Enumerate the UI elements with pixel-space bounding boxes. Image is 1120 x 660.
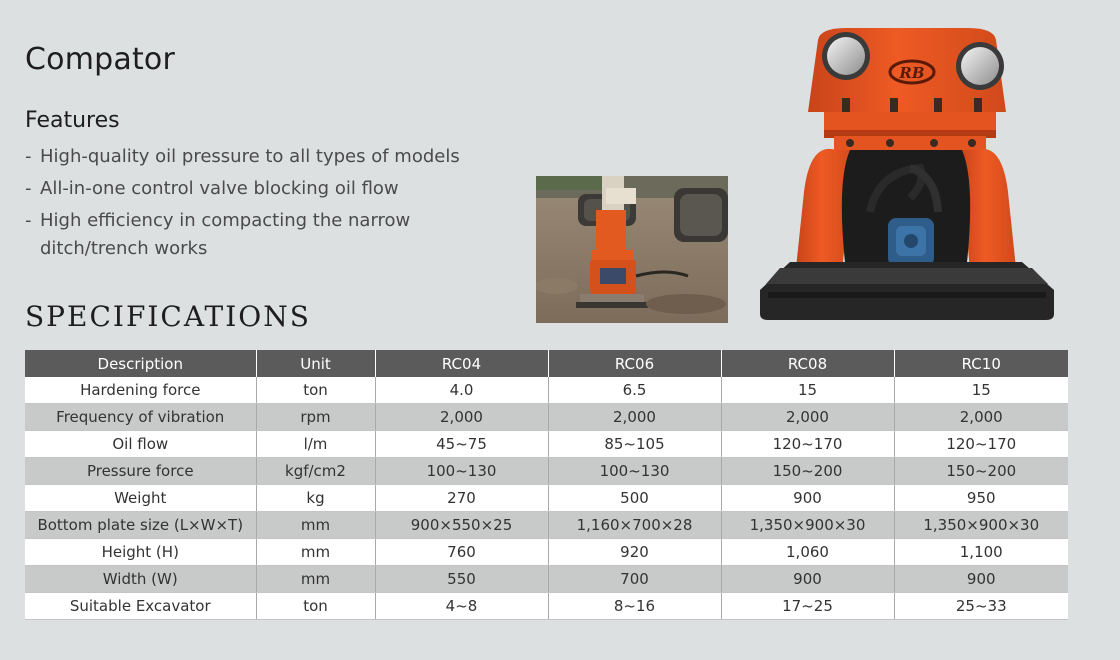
- table-row: [25, 458, 1068, 485]
- table-cell: 900: [894, 566, 1068, 593]
- table-cell: mm: [256, 566, 375, 593]
- features-heading: Features: [25, 108, 120, 133]
- table-cell: 1,060: [721, 539, 894, 566]
- table-cell: Suitable Excavator: [25, 593, 256, 620]
- table-cell: kg: [256, 485, 375, 512]
- table-cell: Frequency of vibration: [25, 404, 256, 431]
- table-cell: 900: [721, 566, 894, 593]
- table-cell: 120~170: [894, 431, 1068, 458]
- table-cell: 15: [721, 377, 894, 404]
- table-cell: Height (H): [25, 539, 256, 566]
- table-cell: 2,000: [894, 404, 1068, 431]
- table-cell: 900×550×25: [375, 512, 548, 539]
- compactor-product-image: [750, 22, 1062, 324]
- table-cell: 150~200: [721, 458, 894, 485]
- column-header-unit: Unit: [256, 350, 375, 377]
- table-cell: kgf/cm2: [256, 458, 375, 485]
- table-cell: 45~75: [375, 431, 548, 458]
- table-cell: rpm: [256, 404, 375, 431]
- table-row: [25, 377, 1068, 404]
- brand-logo: RB: [899, 64, 925, 82]
- table-row: [25, 539, 1068, 566]
- table-row: [25, 431, 1068, 458]
- column-header-description: Description: [25, 350, 256, 377]
- table-cell: l/m: [256, 431, 375, 458]
- column-header-rc08: RC08: [721, 350, 894, 377]
- table-cell: ton: [256, 593, 375, 620]
- table-cell: 100~130: [548, 458, 721, 485]
- compactor-illustration: [750, 22, 1062, 324]
- table-cell: 1,350×900×30: [721, 512, 894, 539]
- table-cell: 2,000: [721, 404, 894, 431]
- column-header-rc06: RC06: [548, 350, 721, 377]
- feature-item: - All-in-one control valve blocking oil flow: [25, 175, 495, 203]
- table-row: [25, 512, 1068, 539]
- table-cell: 150~200: [894, 458, 1068, 485]
- table-row: [25, 404, 1068, 431]
- table-cell: 2,000: [548, 404, 721, 431]
- table-cell: 4~8: [375, 593, 548, 620]
- table-cell: Weight: [25, 485, 256, 512]
- feature-item: - High efficiency in compacting the narrow ditch/trench works: [25, 207, 495, 263]
- table-row: [25, 485, 1068, 512]
- table-cell: 8~16: [548, 593, 721, 620]
- table-cell: 1,100: [894, 539, 1068, 566]
- column-header-rc10: RC10: [894, 350, 1068, 377]
- specifications-table: [25, 350, 1068, 620]
- table-row: [25, 593, 1068, 620]
- table-cell: mm: [256, 539, 375, 566]
- table-cell: 6.5: [548, 377, 721, 404]
- table-cell: 100~130: [375, 458, 548, 485]
- table-cell: 4.0: [375, 377, 548, 404]
- table-cell: 25~33: [894, 593, 1068, 620]
- table-cell: 700: [548, 566, 721, 593]
- specifications-heading: SPECIFICATIONS: [25, 300, 311, 333]
- table-cell: 17~25: [721, 593, 894, 620]
- table-cell: 15: [894, 377, 1068, 404]
- table-cell: Width (W): [25, 566, 256, 593]
- table-cell: Pressure force: [25, 458, 256, 485]
- table-cell: Oil flow: [25, 431, 256, 458]
- table-cell: 85~105: [548, 431, 721, 458]
- table-cell: ton: [256, 377, 375, 404]
- field-photo: [536, 176, 728, 323]
- table-header-row: [25, 350, 1068, 377]
- table-cell: 920: [548, 539, 721, 566]
- table-cell: 550: [375, 566, 548, 593]
- column-header-rc04: RC04: [375, 350, 548, 377]
- table-cell: 500: [548, 485, 721, 512]
- page-title: Compator: [25, 42, 176, 77]
- table-cell: 270: [375, 485, 548, 512]
- feature-item: - High-quality oil pressure to all types of models: [25, 143, 495, 171]
- table-cell: Bottom plate size (L×W×T): [25, 512, 256, 539]
- table-cell: Hardening force: [25, 377, 256, 404]
- table-cell: 900: [721, 485, 894, 512]
- table-row: [25, 566, 1068, 593]
- field-photo-image: [536, 176, 728, 323]
- table-cell: 760: [375, 539, 548, 566]
- table-cell: 1,160×700×28: [548, 512, 721, 539]
- features-list: [25, 143, 495, 267]
- table-cell: mm: [256, 512, 375, 539]
- table-cell: 1,350×900×30: [894, 512, 1068, 539]
- table-cell: 120~170: [721, 431, 894, 458]
- table-cell: 2,000: [375, 404, 548, 431]
- table-cell: 950: [894, 485, 1068, 512]
